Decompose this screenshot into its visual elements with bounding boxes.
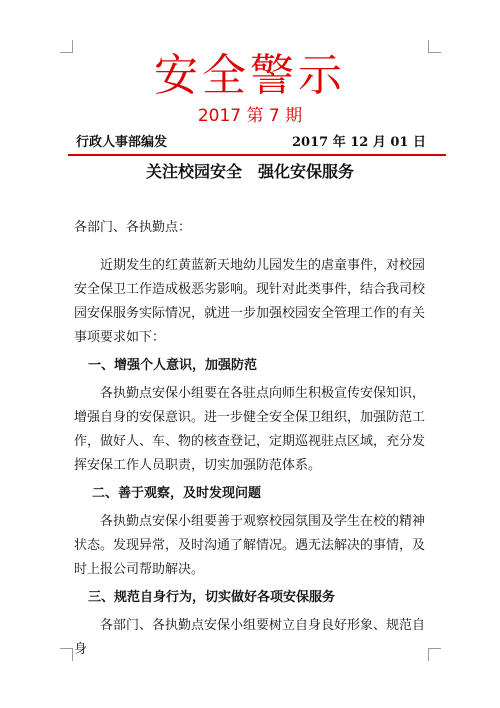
document-subtitle: 关注校园安全 强化安保服务 bbox=[145, 162, 354, 181]
issue-number: 2017 第 7 期 bbox=[197, 106, 303, 126]
crop-mark-bottom-left bbox=[60, 648, 73, 661]
intro-paragraph: 近期发生的红黄蓝新天地幼儿园发生的虐童事件，对校园安全保卫工作造成极恶劣影响。现针对此类事件，结合我司校园安保服务实际情况，就进一步加强校园安全管理工作的有关事项要求如下： bbox=[74, 258, 426, 345]
section-paragraph-2: 各执勤点安保小组要善于观察校园氛围及学生在校的精神状态。发现异常，及时沟通了解情况。遇无法解决的事情，及时上报公司帮助解决。 bbox=[74, 514, 426, 577]
issuing-department: 行政人事部编发 bbox=[76, 135, 168, 150]
section-heading-2: 二、善于观察，及时发现问题 bbox=[92, 486, 262, 501]
header-divider bbox=[68, 154, 446, 156]
section-heading-1: 一、增强个人意识，加强防范 bbox=[88, 358, 258, 373]
section-heading-3: 三、规范自身行为，切实做好各项安保服务 bbox=[88, 590, 336, 605]
issue-date: 2017 年 12 月 01 日 bbox=[292, 135, 426, 150]
section-paragraph-1: 各执勤点安保小组要在各驻点向师生积极宣传安保知识，增强自身的安保意识。进一步健全安全保卫组织，加强防范工作，做好人、车、物的核查登记，定期巡视驻点区域，充分发挥安保工作人员职责，切实加强防范体系。 bbox=[74, 386, 426, 473]
bulletin-title: 安全警示 bbox=[154, 50, 346, 101]
document-body bbox=[74, 216, 430, 662]
section-paragraph-3: 各部门、各执勤点安保小组要树立自身良好形象、规范自身 bbox=[74, 618, 426, 657]
salutation: 各部门、各执勤点： bbox=[74, 220, 192, 235]
